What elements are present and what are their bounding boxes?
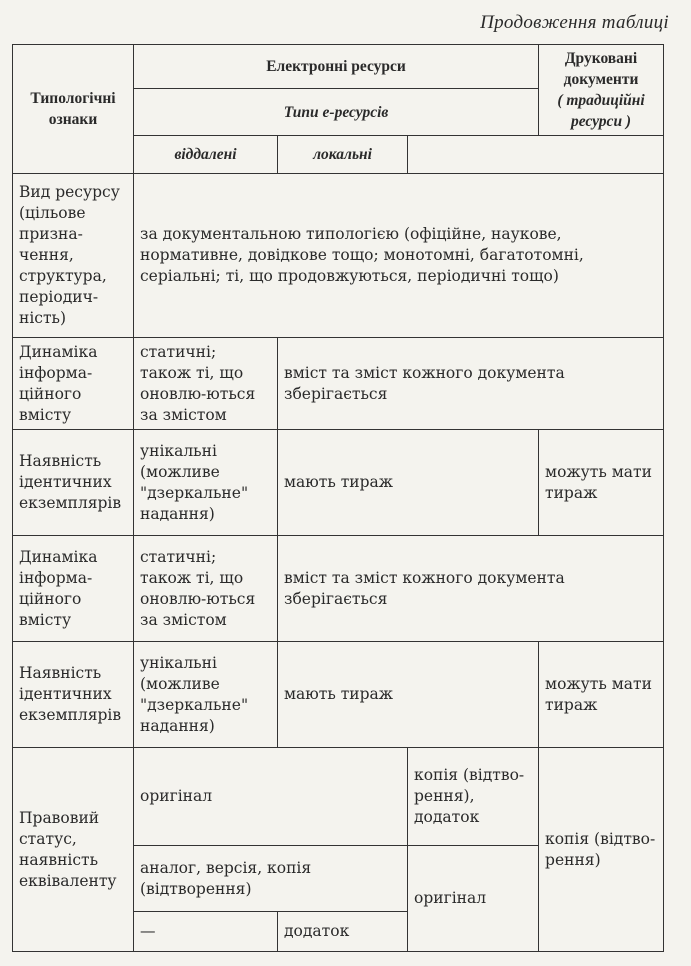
row-legal-copy-local: копія (відтво-рення), додаток xyxy=(408,748,539,846)
header-empty xyxy=(408,136,664,174)
header-remote: віддалені xyxy=(134,136,278,174)
row-legal-printed: копія (відтво-рення) xyxy=(539,748,664,952)
header-printed-title: Друковані документи xyxy=(563,50,639,88)
row-legal-label: Правовий статус, наявність еквіваленту xyxy=(13,748,134,952)
row-identical-remote: унікальні (можливе "дзеркальне" надання) xyxy=(134,430,278,536)
row-dynamics-label: Динаміка інформа-ційного вмісту xyxy=(13,338,134,430)
row-type-label: Вид ресурсу (цільове призна-чення, структура, періодич-ність) xyxy=(13,174,134,338)
row-identical-printed-2: можуть мати тираж xyxy=(539,642,664,748)
row-dynamics-remote: статичні; також ті, що оновлю-ються за змістом xyxy=(134,338,278,430)
row-dynamics-label-2: Динаміка інформа-ційного вмісту xyxy=(13,536,134,642)
header-printed-subtitle: ( традиційні ресурси ) xyxy=(557,92,645,130)
row-dynamics-rest-2: вміст та зміст кожного документа зберігається xyxy=(278,536,664,642)
row-legal-appendix: додаток xyxy=(278,912,408,952)
table-continuation-caption: Продовження таблиці xyxy=(480,12,669,33)
row-legal-dash: — xyxy=(134,912,278,952)
row-identical-remote-2: унікальні (можливе "дзеркальне" надання) xyxy=(134,642,278,748)
row-legal-original: оригінал xyxy=(134,748,408,846)
row-legal-original-local: оригінал xyxy=(408,846,539,952)
row-identical-printed: можуть мати тираж xyxy=(539,430,664,536)
row-identical-local-2: мають тираж xyxy=(278,642,539,748)
header-local: локальні xyxy=(278,136,408,174)
header-electronic: Електронні ресурси xyxy=(134,45,539,89)
row-dynamics-rest: вміст та зміст кожного документа зберігається xyxy=(278,338,664,430)
row-type-value: за документальною типологією (офіційне, наукове, нормативне, довідкове тощо; монотомні, багатотомні, серіальні; ті, що продовжуються, періодичні тощо) xyxy=(134,174,664,338)
row-legal-analog: аналог, версія, копія (відтворення) xyxy=(134,846,408,912)
header-printed xyxy=(539,45,664,136)
row-identical-label: Наявність ідентичних екземплярів xyxy=(13,430,134,536)
row-identical-local: мають тираж xyxy=(278,430,539,536)
resource-comparison-table xyxy=(12,44,664,952)
header-types: Типи е-ресурсів xyxy=(134,89,539,136)
row-dynamics-remote-2: статичні; також ті, що оновлю-ються за змістом xyxy=(134,536,278,642)
header-typological: Типологічні ознаки xyxy=(13,45,134,174)
row-identical-label-2: Наявність ідентичних екземплярів xyxy=(13,642,134,748)
